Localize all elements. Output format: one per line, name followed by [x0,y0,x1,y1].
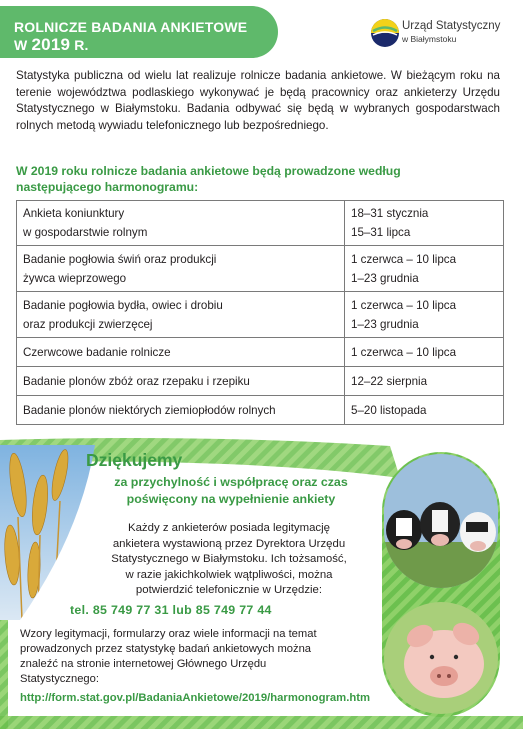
table-row [17,338,504,367]
paragraph-line: potwierdzić telefonicznie w Urzędzie: [135,584,323,596]
table-row [17,367,504,396]
survey-date: 5–20 listopada [351,403,427,417]
paragraph-line: Statystycznego w Białymstoku. Ich tożsamość, [111,553,347,565]
thanks-subtitle-line-1: za przychylność i współpracę oraz czas [114,475,348,489]
survey-name: Czerwcowe badanie rolnicze [23,345,171,359]
survey-date-cell [345,246,504,292]
thanks-title: Dziękujemy [86,450,183,470]
survey-name-cell [17,367,345,396]
paragraph-line: w razie jakichkolwiek wątpliwości, można [125,568,333,581]
survey-date: 18–31 stycznia [351,207,429,220]
survey-date-cell [345,338,504,367]
survey-date: 1 czerwca – 10 lipca [351,345,457,359]
schedule-heading-line-2: następującego harmonogramu: [16,180,199,194]
survey-name: Ankieta koniunktury [23,207,125,220]
survey-name-cell [17,396,345,425]
forms-paragraph [20,627,378,687]
survey-date-cell [345,396,504,425]
animals-photo-column [382,452,500,717]
survey-name-cell [17,246,345,292]
survey-name: Badanie plonów niektórych ziemiopłodów rolnych [23,403,276,417]
survey-name: w gospodarstwie rolnym [23,226,148,239]
paragraph-line: znaleźć na stronie internetowej Głównego Urzędu [20,658,267,670]
logo-text [402,20,500,46]
survey-name-cell [17,292,345,338]
survey-date-cell [345,292,504,338]
title-line-1: ROLNICZE BADANIA ANKIETOWE [14,19,248,35]
title-r: R. [74,37,89,53]
schedule-table [16,200,504,425]
logo-line-2: w Białymstoku [402,34,457,44]
survey-name: oraz produkcji zwierzęcej [23,317,153,331]
paragraph-line: Każdy z ankieterów posiada legitymację [128,522,330,534]
title-year: 2019 [31,35,71,54]
thanks-subtitle-line-2: poświęcony na wypełnienie ankiety [126,492,336,506]
interviewer-id-paragraph [90,521,368,599]
survey-date: 12–22 sierpnia [351,374,428,388]
survey-date: 15–31 lipca [351,226,411,239]
survey-name: Badanie plonów zbóż oraz rzepaku i rzepiku [23,374,250,388]
table-row [17,292,504,338]
survey-name-cell [17,338,345,367]
document-title [14,19,247,54]
survey-name: żywca wieprzowego [23,271,127,285]
table-row [17,201,504,246]
animals-photo [382,452,500,717]
paragraph-line: Wzory legitymacji, formularzy oraz wiele informacji na temat [20,628,317,640]
schedule-heading [16,163,496,195]
survey-date: 1–23 grudnia [351,271,419,285]
thanks-subtitle [90,474,372,508]
survey-name: Badanie pogłowia świń oraz produkcji [23,252,217,266]
survey-date: 1–23 grudnia [351,317,419,331]
table-row [17,246,504,292]
survey-date: 1 czerwca – 10 lipca [351,252,457,266]
harmonogram-link[interactable]: http://form.stat.gov.pl/BadaniaAnkietowe/2019/harmonogram.htm [20,692,371,704]
paragraph-line: prowadzonych przez statystykę badań ankietowych można [20,643,312,655]
gus-logo-icon [370,18,400,48]
phone-numbers[interactable]: tel. 85 749 77 31 lub 85 749 77 44 [70,603,272,617]
header-banner [0,6,278,58]
title-line-2 [14,36,247,54]
survey-name: Badanie pogłowia bydła, owiec i drobiu [23,298,223,312]
paragraph-line: Statystycznego: [20,673,99,685]
intro-paragraph: Statystyka publiczna od wielu lat realizuje rolnicze badania ankietowe. W bieżącym roku na terenie województwa podlaskiego wykonywać je będą pracownicy oraz ankieterzy Urzędu Statystycznego w Białymstoku. Badania odbywać się będą w wybranych gospodarstwach rolnych metodą wywiadu telefonicznego lub bezpośredniego. [16,69,500,132]
wheat-photo [0,445,95,620]
survey-date-cell [345,201,504,246]
table-row [17,396,504,425]
survey-date-cell [345,367,504,396]
survey-date: 1 czerwca – 10 lipca [351,298,457,312]
schedule-heading-line-1: W 2019 roku rolnicze badania ankietowe będą prowadzone według [16,164,401,178]
title-w: W [14,37,28,53]
logo-line-1: Urząd Statystyczny [402,20,501,32]
paragraph-line: ankietera wystawioną przez Dyrektora Urzędu [112,537,346,550]
gus-logo [370,14,510,54]
survey-name-cell [17,201,345,246]
